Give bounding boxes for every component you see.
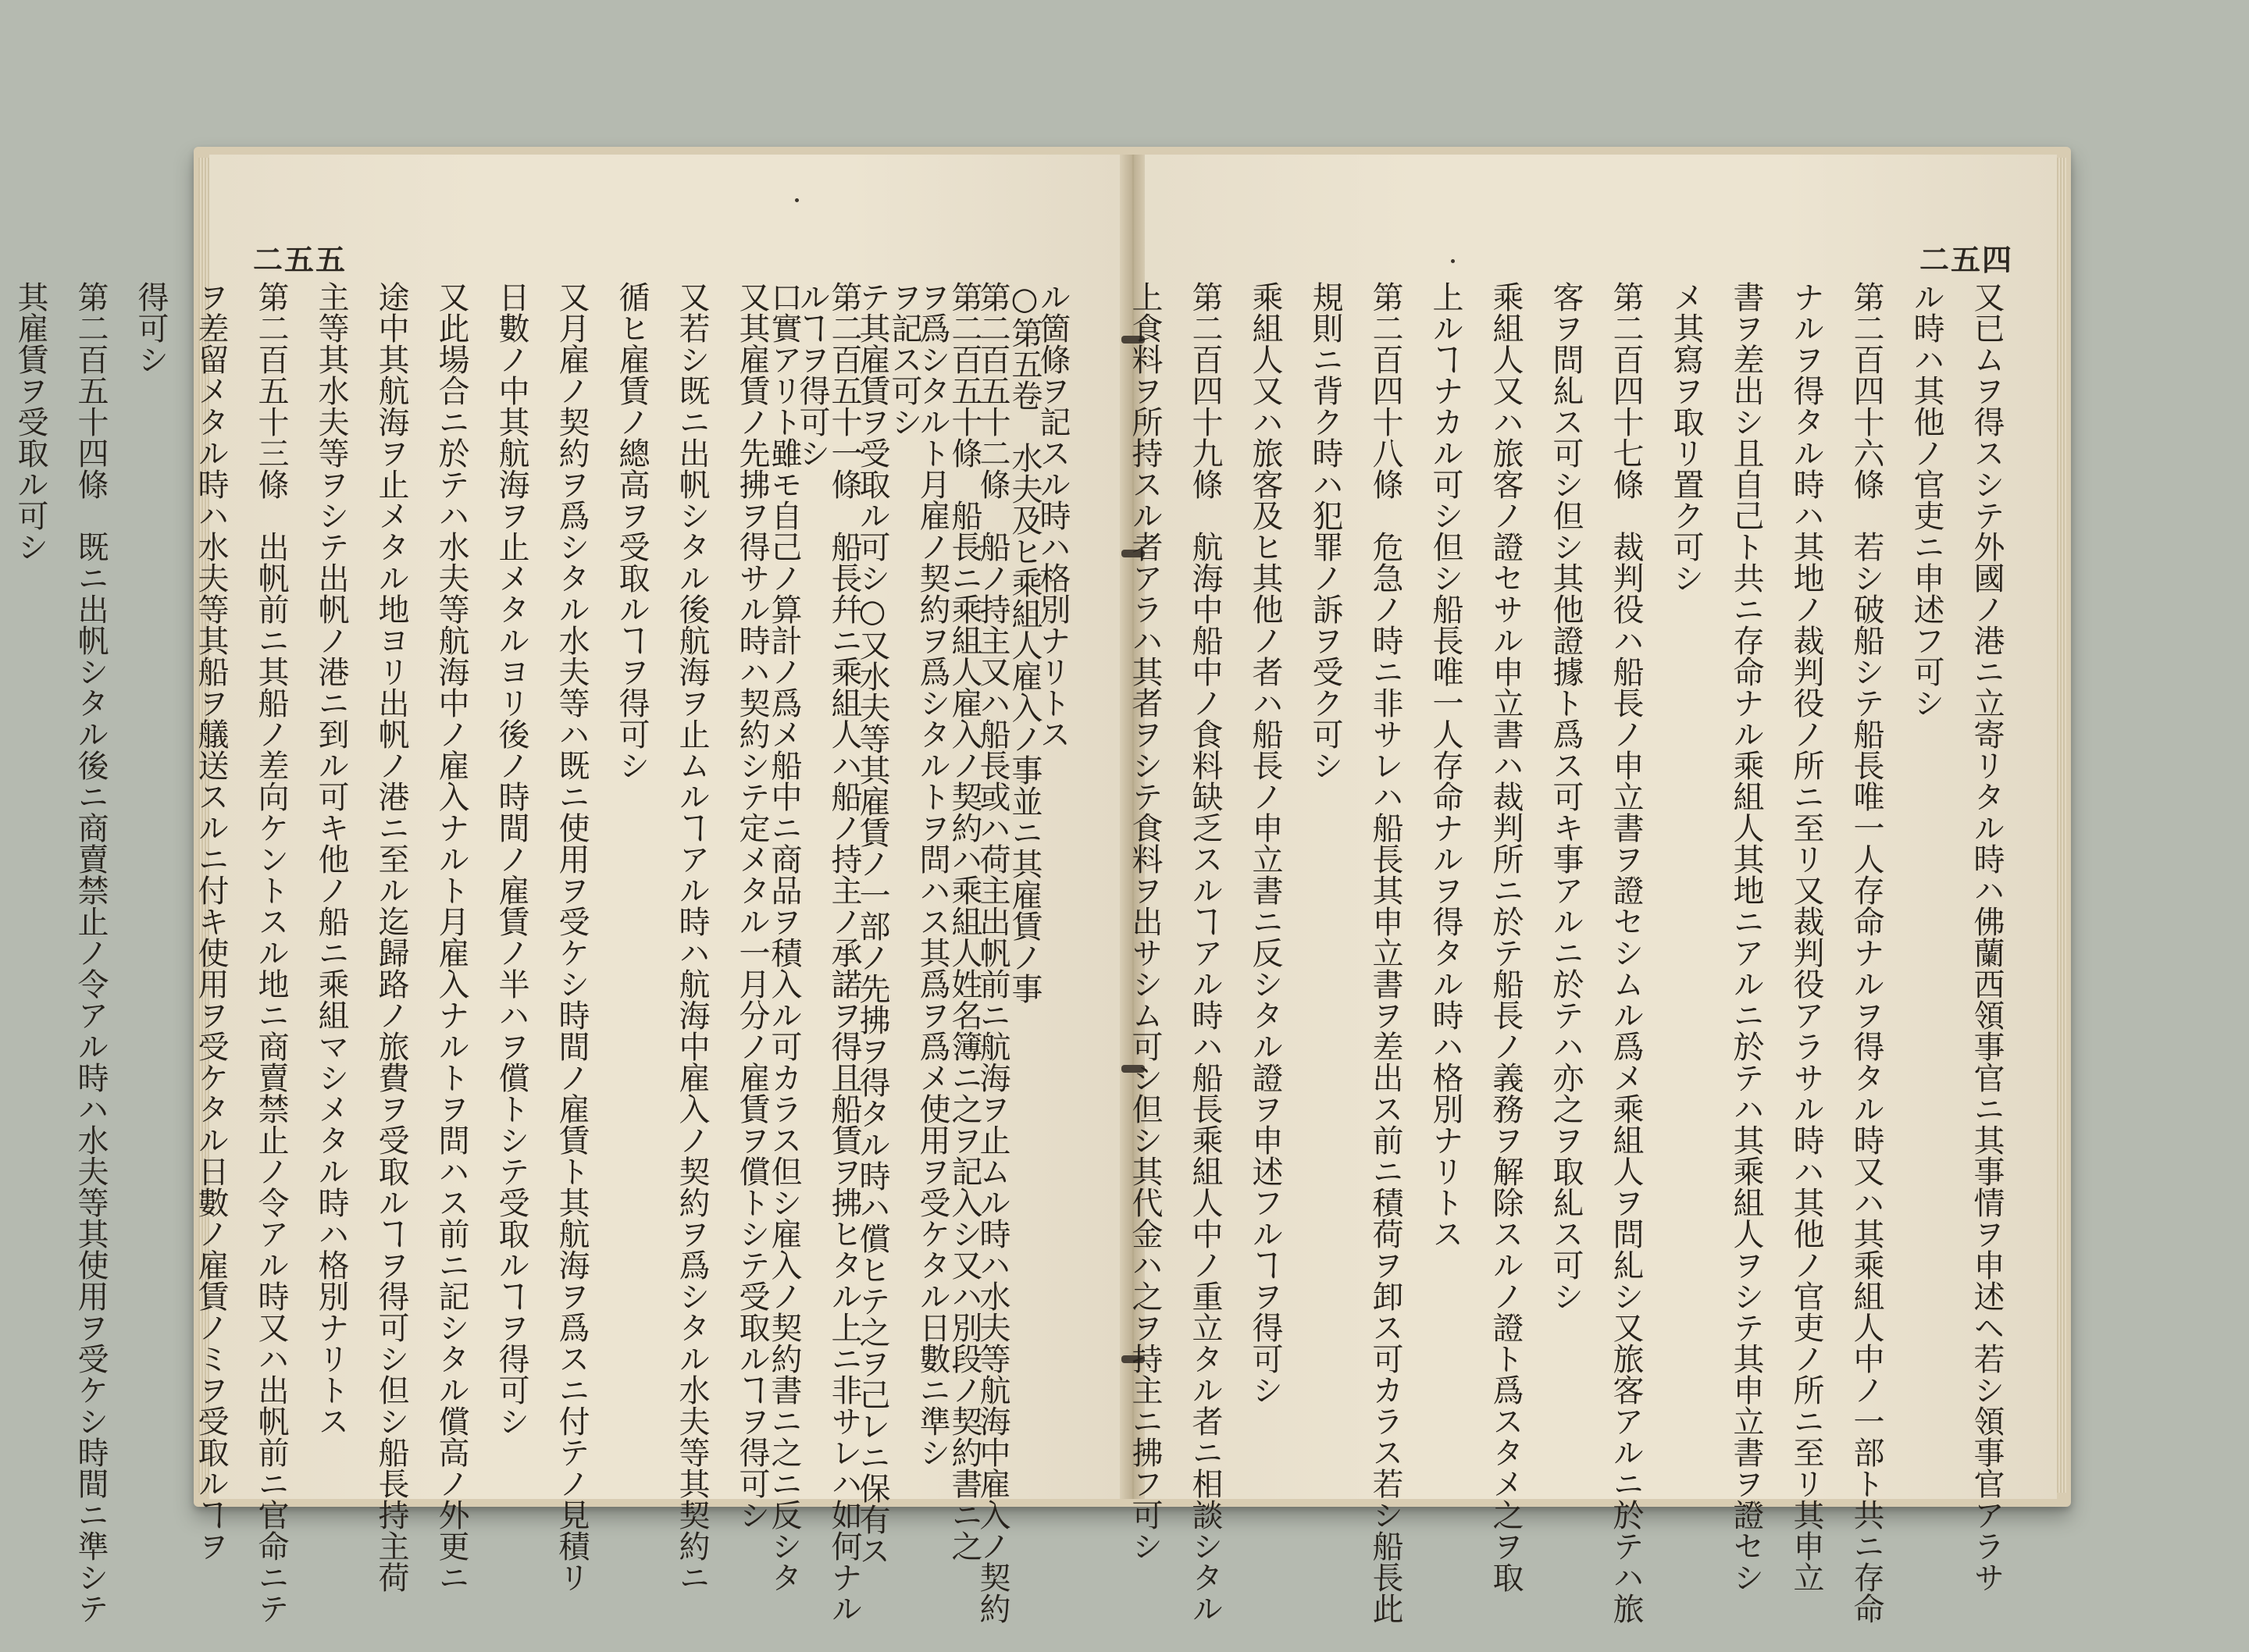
text-column: メ其寫ヲ取リ置ク可シ xyxy=(1668,281,1704,593)
text-column: 又其雇賃ノ先拂ヲ得サル時ハ契約シテ定メタル一月分ノ雇賃ヲ償トシテ受取ルヿヲ得可シ xyxy=(734,281,770,1530)
text-column: ヲ爲シタルト月雇ノ契約ヲ爲シタルトヲ問ハス其爲ヲ爲メ使用ヲ受ケタル日數ニ準シ xyxy=(914,281,950,1468)
text-column: 上食料ヲ所持スル者アラハ其者ヲシテ食料ヲ出サシム可シ但シ其代金ハ之ヲ持主ニ拂フ可シ xyxy=(1127,281,1163,1561)
text-column: 口實アリト雖モ自己ノ算計ノ爲メ船中ニ商品ヲ積入ル可カラス但シ雇入ノ契約書ニ之ニ反シタ xyxy=(766,281,802,1593)
left-page-number: 二五五 xyxy=(253,242,348,277)
text-column: 第二百四十九條 航海中船中ノ食料缺乏スルヿアル時ハ船長乘組人中ノ重立タル者ニ相談シタル xyxy=(1187,281,1223,1624)
text-column: 得可シ xyxy=(133,281,169,375)
text-column: 乘組人又ハ旅客ノ證セサル申立書ハ裁判所ニ於テ船長ノ義務ヲ解除スルノ證ト爲スタメ之ヲ取 xyxy=(1488,281,1524,1593)
text-column: 循ヒ雇賃ノ總高ヲ受取ルヿヲ得可シ xyxy=(614,281,650,781)
text-column: ル箇條ヲ記スル時ハ格別ナリトス xyxy=(1035,281,1071,749)
text-column: 第二百五十一條 船長幷ニ乘組人ハ船ノ持主ノ承諾ヲ得且船賃ヲ拂ヒタル上ニ非サレハ如何ナル xyxy=(826,281,862,1624)
text-column: 又若シ既ニ出帆シタル後航海ヲ止ムルヿアル時ハ航海中雇入ノ契約ヲ爲シタル水夫等其契約ニ xyxy=(674,281,710,1593)
text-column: 途中其航海ヲ止メタル地ヨリ出帆ノ港ニ至ル迄歸路ノ旅費ヲ受取ルヿヲ得可シ但シ船長持主荷 xyxy=(373,281,409,1593)
text-column: ル時ハ其他ノ官吏ニ申述フ可シ xyxy=(1909,281,1944,718)
text-column: 書ヲ差出シ且自己ト共ニ存命ナル乘組人其地ニアルニ於テハ其乘組人ヲシテ其申立書ヲ證セシ xyxy=(1728,281,1764,1593)
paper-speck xyxy=(795,198,799,202)
text-column: 第二百五十三條 出帆前ニ其船ノ差向ケントスル地ニ商賣禁止ノ令アル時又ハ出帆前ニ官命ニテ xyxy=(253,281,289,1624)
text-column: 又已ムヲ得スシテ外國ノ港ニ立寄リタル時ハ佛蘭西領事官ニ其事情ヲ申述ヘ若シ領事官アラサ xyxy=(1969,281,2005,1593)
text-column: 其雇賃ヲ受取ル可シ xyxy=(12,281,48,562)
text-column: 又此場合ニ於テハ水夫等航海中ノ雇入ナルト月雇入ナルトヲ問ハス前ニ記シタル償高ノ外更ニ xyxy=(433,281,469,1593)
text-column: テ其雇賃ヲ受取ル可シ○又水夫等其雇賃ノ一部ノ先拂ヲ得タル時ハ償ヒテ之ヲ己レニ保有ス xyxy=(854,281,890,1566)
text-column: 第二百五十條 船長ニ乘組人雇入ノ契約ハ乘組人姓名簿ニ之ヲ記入シ又ハ別段ノ契約書ニ之 xyxy=(946,281,982,1561)
text-column: 主等其水夫等ヲシテ出帆ノ港ニ到ル可キ他ノ船ニ乘組マシメタル時ハ格別ナリトス xyxy=(313,281,349,1437)
text-column: 客ヲ問糺ス可シ但シ其他證據ト爲ス可キ事アルニ於テハ亦之ヲ取糺ス可シ xyxy=(1548,281,1584,1312)
text-column: 第二百四十八條 危急ノ時ニ非サレハ船長其申立書ヲ差出ス前ニ積荷ヲ卸ス可カラス若シ船長此 xyxy=(1367,281,1403,1624)
text-column: 第二百四十六條 若シ破船シテ船長唯一人存命ナルヲ得タル時又ハ其乘組人中ノ一部ト共ニ存命 xyxy=(1848,281,1884,1624)
text-column: ナルヲ得タル時ハ其地ノ裁判役ノ所ニ至リ又裁判役アラサル時ハ其他ノ官吏ノ所ニ至リ其申立 xyxy=(1788,281,1824,1593)
text-column: 又月雇ノ契約ヲ爲シタル水夫等ハ既ニ使用ヲ受ケシ時間ノ雇賃ト其航海ヲ爲スニ付テノ見積リ xyxy=(554,281,590,1593)
page-edges-right xyxy=(2055,158,2066,1493)
text-column xyxy=(1054,281,1114,1468)
text-column: 規則ニ背ク時ハ犯罪ノ訴ヲ受ク可シ xyxy=(1307,281,1343,781)
right-page-number: 二五四 xyxy=(1919,242,2013,277)
open-book xyxy=(12,147,2071,1624)
text-column: 乘組人又ハ旅客及ヒ其他ノ者ハ船長ノ申立書ニ反シタル證ヲ申述フルヿヲ得可シ xyxy=(1247,281,1283,1405)
text-column: ヲ差留メタル時ハ水夫等其船ヲ艤送スルニ付キ使用ヲ受ケタル日數ノ雇賃ノミヲ受取ルヿヲ xyxy=(193,281,229,1561)
text-column: 第二百五十二條 船ノ持主又ハ船長或ハ荷主出帆前ニ航海ヲ止ムル時ハ水夫等航海中雇入ノ契約 xyxy=(975,281,1010,1624)
text-column: 上ルヿナカル可シ但シ船長唯一人存命ナルヲ得タル時ハ格別ナリトス xyxy=(1427,281,1463,1249)
text-column: 日數ノ中其航海ヲ止メタルヨリ後ノ時間ノ雇賃ノ半ハヲ償トシテ受取ルヿヲ得可シ xyxy=(494,281,529,1437)
text-column: ルヿヲ得可シ xyxy=(794,281,830,468)
text-column: ヲ記ス可シ xyxy=(886,281,922,437)
paper-speck xyxy=(1451,259,1455,263)
text-column: 第二百五十四條 既ニ出帆シタル後ニ商賣禁止ノ令アル時ハ水夫等其使用ヲ受ケシ時間ニ準シテ xyxy=(73,281,109,1624)
text-column: ○第五卷 水夫及ヒ乘組人雇入ノ事並ニ其雇賃ノ事 xyxy=(1007,281,1043,1004)
text-column: 第二百四十七條 裁判役ハ船長ノ申立書ヲ證セシムル爲メ乘組人ヲ問糺シ又旅客アルニ於テハ旅 xyxy=(1608,281,1644,1624)
